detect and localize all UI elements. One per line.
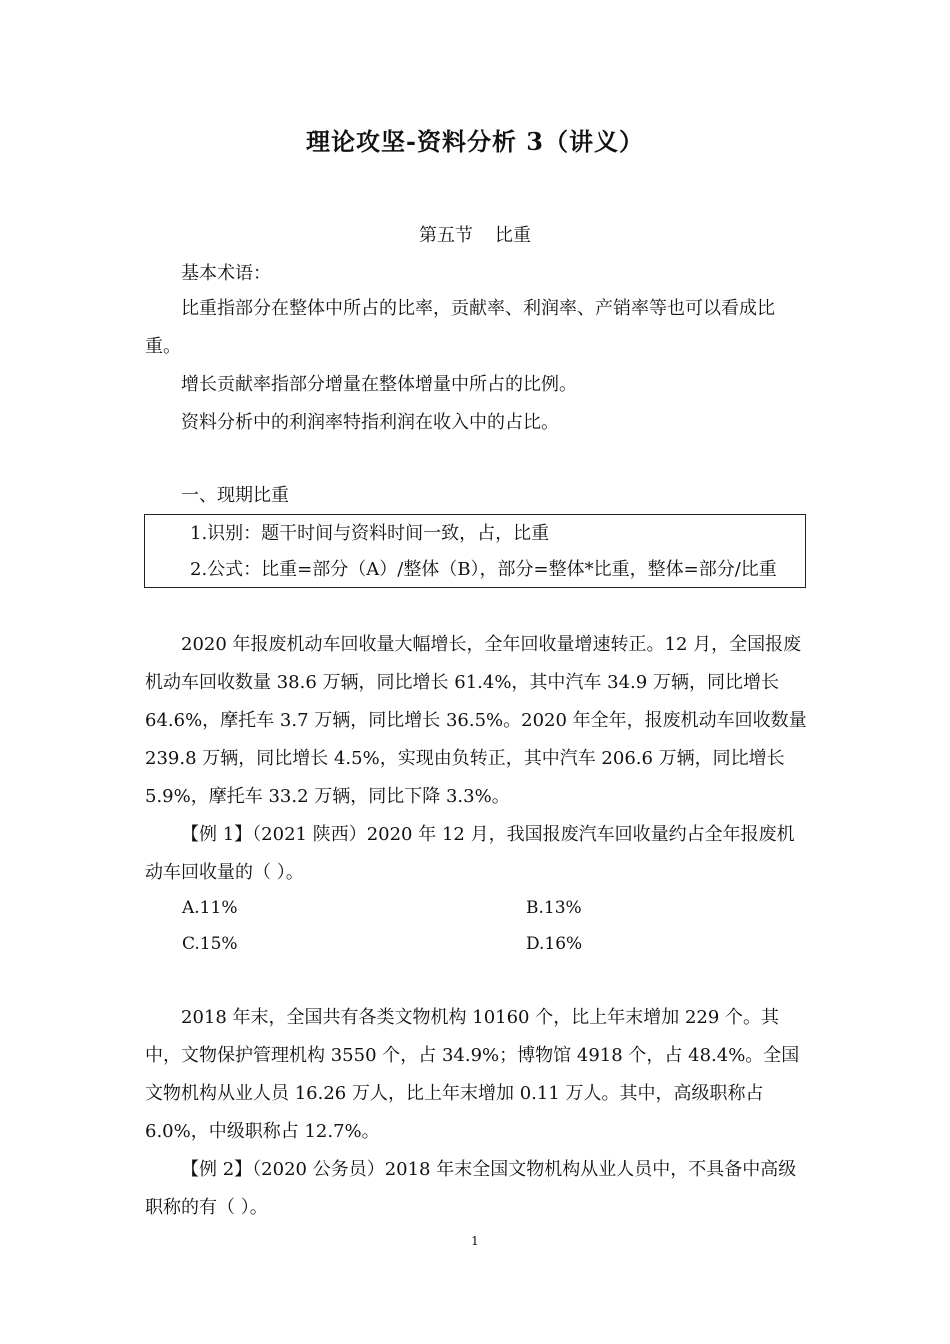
section-number: 第五节 bbox=[419, 225, 473, 246]
example-1-option-c: C.15% bbox=[182, 934, 238, 954]
material-1: 2020 年报废机动车回收量大幅增长，全年回收量增速转正。12 月，全国报废机动车回收数量 38.6 万辆，同比增长 61.4%，其中汽车 34.9 万辆，同比增长 64.6%，摩托车 3.7 万辆，同比增长 36.5%。2020 年全年，报废机动车回收数量 239.8 万辆，同比增长 4.5%，实现由负转正，其中汽车 206.6 万辆，同比增长 5.9%，摩托车 33.2 万辆，同比下降 3.3%。 bbox=[145, 634, 807, 807]
document-title: 理论攻坚-资料分析 3（讲义） bbox=[305, 127, 644, 156]
page-number: 1 bbox=[471, 1234, 479, 1248]
section-name: 比重 bbox=[495, 225, 531, 246]
example-1-question: 【例 1】（2021 陕西）2020 年 12 月，我国报废汽车回收量约占全年报废机动车回收量的（ ）。 bbox=[145, 824, 795, 883]
example-2-question: 【例 2】（2020 公务员）2018 年末全国文物机构从业人员中，不具备中高级职称的有（ ）。 bbox=[145, 1159, 797, 1218]
key-points-box bbox=[144, 514, 806, 588]
material-2: 2018 年末，全国共有各类文物机构 10160 个，比上年末增加 229 个。其中，文物保护管理机构 3550 个，占 34.9%；博物馆 4918 个，占 48.4%。全国文物机构从业人员 16.26 万人，比上年末增加 0.11 万人。其中，高级职称占 6.0%，中级职称占 12.7%。 bbox=[145, 1007, 800, 1142]
terms-heading: 基本术语： bbox=[181, 263, 271, 284]
subsection-heading: 一、现期比重 bbox=[181, 485, 289, 506]
example-1-option-b: B.13% bbox=[526, 898, 582, 918]
section-heading bbox=[0, 221, 950, 247]
term-line-1: 比重指部分在整体中所占的比率，贡献率、利润率、产销率等也可以看成比重。 bbox=[145, 298, 775, 357]
box-line-formula: 2.公式：比重=部分（A）/整体（B），部分=整体*比重，整体=部分/比重 bbox=[190, 559, 777, 580]
example-1-option-a: A.11% bbox=[182, 898, 238, 918]
box-line-identify: 1.识别：题干时间与资料时间一致，占，比重 bbox=[190, 523, 550, 544]
example-1-option-d: D.16% bbox=[526, 934, 583, 954]
term-line-3: 资料分析中的利润率特指利润在收入中的占比。 bbox=[181, 412, 559, 433]
term-line-2: 增长贡献率指部分增量在整体增量中所占的比例。 bbox=[181, 374, 577, 395]
